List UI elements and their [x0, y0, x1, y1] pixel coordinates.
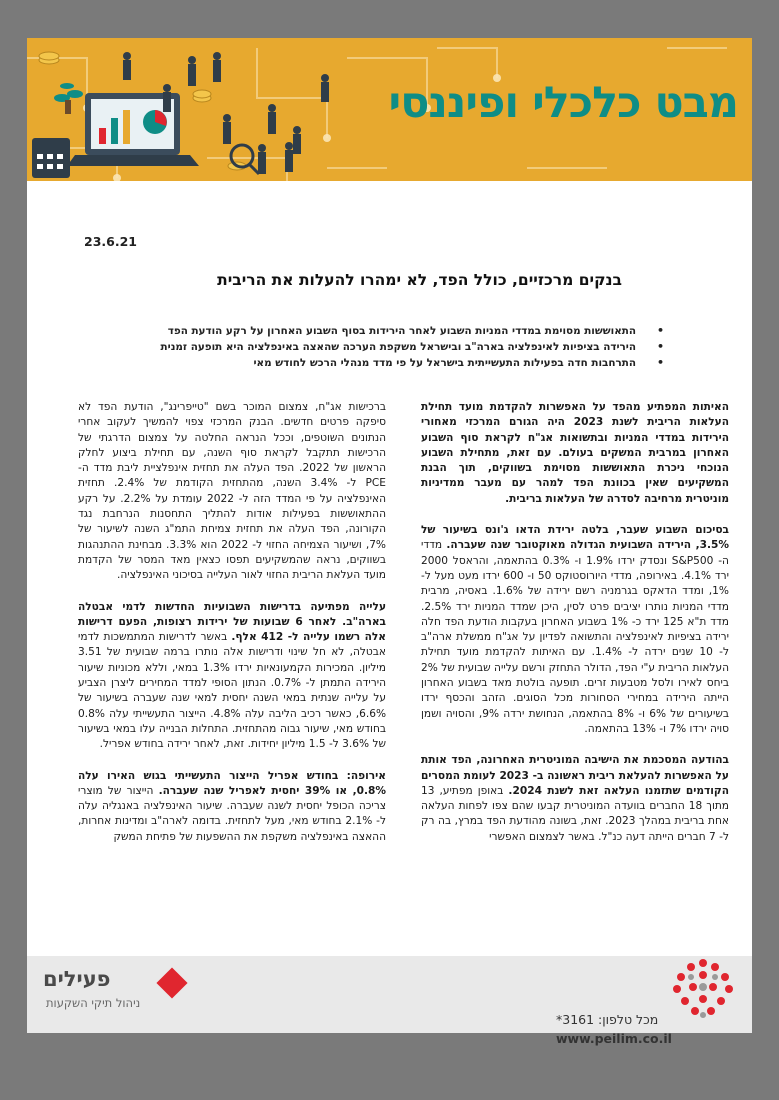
- bullet-icon: •: [656, 324, 664, 337]
- paragraph: בהודעה המסכמת את הישיבה המוניטרית האחרונה, הפד אותת על האפשרות להעלאת ריבית ראשונה ב- 2023 לעומת המסרים הקודמים שתזמנו העלאה זאת לשנת 2024. באופן מפתיע, 13 מתוך 18 החברים בוועדה המוניטרית קבעו שהם צפו לפחות העלאה אחת בריבית במהלך 2023. זאת, בשונה מהודעת הפד במרץ, בה רק ל- 7 חברים הייתה דעה כנ"ל. באשר לצמצום האפשרי: [421, 754, 730, 843]
- bullet-item: • התאוששות מסוימת במדדי המניות השבוע לאחר הירידות בסוף השבוע האחרון על רקע הודעת הפד: [167, 324, 664, 337]
- page-title: בנקים מרכזיים, כולל הפד, לא ימהרו להעלות את הריבית: [217, 271, 622, 289]
- report-date: 23.6.21: [84, 234, 137, 249]
- document-page: [27, 38, 752, 1033]
- article-column-right: [421, 400, 729, 861]
- website-link[interactable]: www.peilim.co.il: [556, 1031, 672, 1046]
- paragraph: ברכישות אג"ח, צמצום המוכר בשם "טייפרינג", הודעת הפד לא סיפקה פרטים חדשים. הבנק המרכזי צפוי להמשיך לעקוב אחרי הנתונים השוטפים, וככל הנראה החלטה על צמצום הדרגתי של הרכישות תתקבל לקראת סוף השנה, עם תחילת ביצוע לחלק הראשון של 2022. הפד העלה את תחזית אינפלציית ליבת מדד ה- PCE ל- 3.4% השנה, מהתחזית הקודמת של 2.4%. תחזית האינפלציה על פי המדד הזה ל- 2022 עומדת על 2.2%. על רקע ההתאוששות בפעילות אודות להתליך התחסנות הנרחבת נגד הקורונה, הפד העלה את תחזית צמיחת התמ"ג השנה לשיעור של 7%, ושיעור הצמיחה החזוי ל- 2022 הוא 3.3%. מבחינת ההתנהגות בשווקים, נראה שהמשקיעים תפסו כצאין מאד המסר של הקדמת מועד העלאת הריבית החזוי לאור העלייה בסיכוני האינפלציה.: [78, 401, 386, 582]
- article-column-left: [78, 400, 386, 861]
- bullet-item: • הירידה בציפיות לאינפלציה בארה"ב ובישראל משקפת הערכה שהאצה באינפלציה היא תופעה זמנית: [160, 340, 664, 353]
- paragraph: עלייה מפתיעה בדרישות השבועיות החדשות לדמי אבטלה בארה"ב. לאחר 6 שבועות של ירידות רצופות, הפעם דרישות אלה רשמו עלייה ל- 412 אלף. באשר לדרישות המתמשכות לדמי אבטלה, לא חל שינוי ודרישות אלה נותרו ברמה שבועית של 3.51 מיליון. המכירות הקמעונאיות ירדו 1.3% במאי, וללא מכוניות שיעור הירידה התמתן ל- 0.7%. הנתון הסופי למדד המחירים ליצרן הצביע על עלייה שנתית במאי השנה יחסית למאי שנה שעברה בשיעור של 6.6%, כאשר רכיב הליבה עלה 4.8%. הייצור התעשייתי עלה 0.8% בחודש מאי, שיעור גבוה מהתחזית. התחלות הבנייה עלו במאי בשיעור של 3.6% ל- 1.5 מיליון יחידות. זאת, לאחר ירידה בחודש אפריל.: [78, 600, 387, 751]
- contact-phone: מכל טלפון: 3161*: [556, 1012, 659, 1027]
- banner-title: מבט כלכלי ופיננסי: [388, 78, 738, 128]
- bullet-icon: •: [656, 356, 664, 369]
- paragraph: אירופה: בחודש אפריל הייצור התעשייתי בגוש האירו עלה 0.8%, או 39% יחסית לאפריל שנה שעברה. הייצור של מוצרי צריכה הכופל יחסית לשנה שעברה. שיעור האינפלציה באנגליה עלה ל- 2.1% בחודש מאי, מעל לתחזית. בדומה לארה"ב ומדינות אחרות, ההאצה באינפלציה משקפת את ההשפעות של פתיחת המשק: [78, 769, 387, 843]
- bullet-item: • התרחבות חדה בפעילות התעשייתית בישראל על פי מדד מנהלי הרכש לחודש מאי: [253, 356, 664, 369]
- summary-bullets: [56, 323, 664, 371]
- paragraph: בסיכום השבוע שעבר, בלטה ירידת הדאו ג'ונס בשיעור של 3.5%, הירידה השבועית הגדולה מאוקטובר שנה שעברה. מדדי ה- S&P500 ונסדק ירדו 1.9% ו- 0.3% בהתאמה, והראסל 2000 ירד 4.1%. באירופה, מדדי היורוסטוקס 50 ו- 600 ירדו מעט מעל ל- 1%, ומדד הדאקס בגרמניה רשם ירידה של 1.6%. באסיה, מרבית מדדי המניות נותרו יציבים פרט לסין, היכן שמדד המניות ירד 2.5%. מדד ת"א 125 ירד כ- 1% בשבוע האחרון בעקבות הודעת הפד חלה ירידה בציפיות לאינפלציה והתשואה לפדיון על אג"ח ממשלת ארה"ב ל- 10 שנים ירדה ל- 1.4%. עם האיתות להקדמת מועד תחילת העלאות הריבית ע"י הפד, הדולר התחזק ורשם עלייה שבועית של 2% ביחס לאירו ולסל מטבעות זרים. תופעה בולטת מאד בשבוע האחרון הייתה הירידה במחירי הסחורות מכל הסוגים. הזהב והכסף ירדו בשיעורים של 6% ו- 8% בהתאמה, הנחושת ירדה 9%, והסויה ושמן סויה ירדו 7% ו- 13% בהתאמה.: [421, 524, 730, 735]
- brand-tagline: ניהול תיקי השקעות: [46, 996, 141, 1010]
- paragraph: האיתות המפתיע מהפד על האפשרות להקדמת מועד תחילת העלאות הריבית לשנת 2023 היה הגורם המרכזי מאחורי הירידות במדדי המניות ובתשואות אג"ח לקראת סוף השבוע האחרון במרבית המשקים בעולם. עם זאת, מתחילת השבוע הנוכחי ניכרת התאוששות מסוימת בשווקים, תוך הבנת המשקיעים שאין בכוונת הפד למהר עם מעבר ממדיניות מוניטרית מרחיבה לסדרה של העלאות בריבית.: [421, 401, 729, 505]
- bullet-icon: •: [656, 340, 664, 353]
- brand-name: פעילים: [43, 967, 111, 991]
- header-banner: [27, 38, 752, 181]
- dots-logo-icon: [671, 957, 735, 1021]
